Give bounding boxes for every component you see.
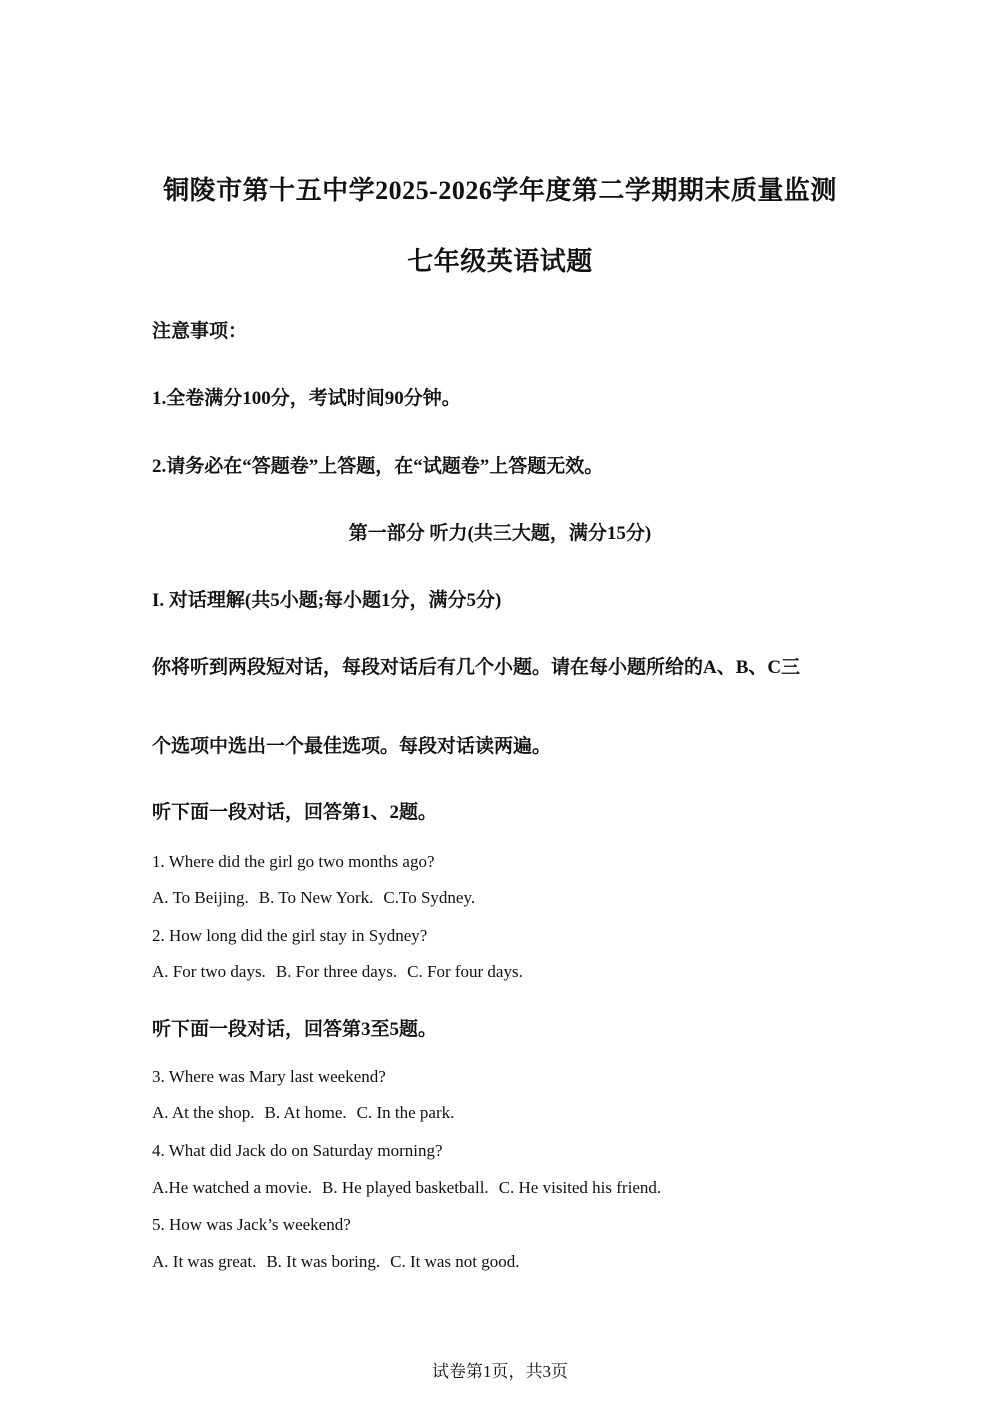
- part1-heading: 第一部分 听力(共三大题，满分15分): [348, 523, 652, 544]
- option-b: B. He played basketball.: [322, 1178, 489, 1197]
- question-5-options: [152, 1252, 530, 1272]
- option-b: B. It was boring.: [266, 1252, 381, 1271]
- question-1: 1. Where did the girl go two months ago?: [152, 852, 435, 871]
- option-c: C. For four days.: [407, 962, 523, 981]
- option-b: B. To New York.: [258, 888, 374, 907]
- option-a: A. To Beijing.: [152, 888, 249, 907]
- option-a: A.He watched a movie.: [152, 1178, 313, 1197]
- option-b: B. At home.: [264, 1103, 347, 1122]
- option-a: A. For two days.: [152, 962, 266, 981]
- question-3: 3. Where was Mary last weekend?: [152, 1067, 386, 1086]
- option-a: A. At the shop.: [152, 1103, 255, 1122]
- instructions-line-2: 个选项中选出一个最佳选项。每段对话读两遍。: [152, 736, 552, 757]
- question-2-options: [152, 962, 533, 982]
- question-5: 5. How was Jack’s weekend?: [152, 1215, 351, 1234]
- option-a: A. It was great.: [152, 1252, 257, 1271]
- question-4: 4. What did Jack do on Saturday morning?: [152, 1141, 443, 1160]
- question-3-options: [152, 1103, 464, 1123]
- option-c: C. In the park.: [356, 1103, 455, 1122]
- question-2: 2. How long did the girl stay in Sydney?: [152, 926, 428, 945]
- option-c: C. He visited his friend.: [498, 1178, 662, 1197]
- dialog1-heading: 听下面一段对话，回答第1、2题。: [152, 802, 438, 823]
- exam-title-line1: 铜陵市第十五中学2025-2026学年度第二学期期末质量监测: [163, 176, 837, 205]
- option-b: B. For three days.: [275, 962, 398, 981]
- question-4-options: [152, 1178, 671, 1198]
- option-c: C.To Sydney.: [383, 888, 476, 907]
- question-1-options: [152, 888, 485, 908]
- section1-heading: I. 对话理解(共5小题;每小题1分，满分5分): [152, 590, 502, 611]
- exam-title-line2: 七年级英语试题: [407, 247, 593, 276]
- notice-item-2: 2.请务必在“答题卷”上答题，在“试题卷”上答题无效。: [152, 456, 604, 477]
- dialog2-heading: 听下面一段对话，回答第3至5题。: [152, 1019, 438, 1040]
- instructions-line-1: 你将听到两段短对话，每段对话后有几个小题。请在每小题所给的A、B、C三: [152, 657, 801, 678]
- page-footer: 试卷第1页，共3页: [432, 1362, 568, 1381]
- notice-item-1: 1.全卷满分100分，考试时间90分钟。: [152, 388, 461, 409]
- notice-heading: 注意事项：: [152, 321, 248, 342]
- option-c: C. It was not good.: [390, 1252, 520, 1271]
